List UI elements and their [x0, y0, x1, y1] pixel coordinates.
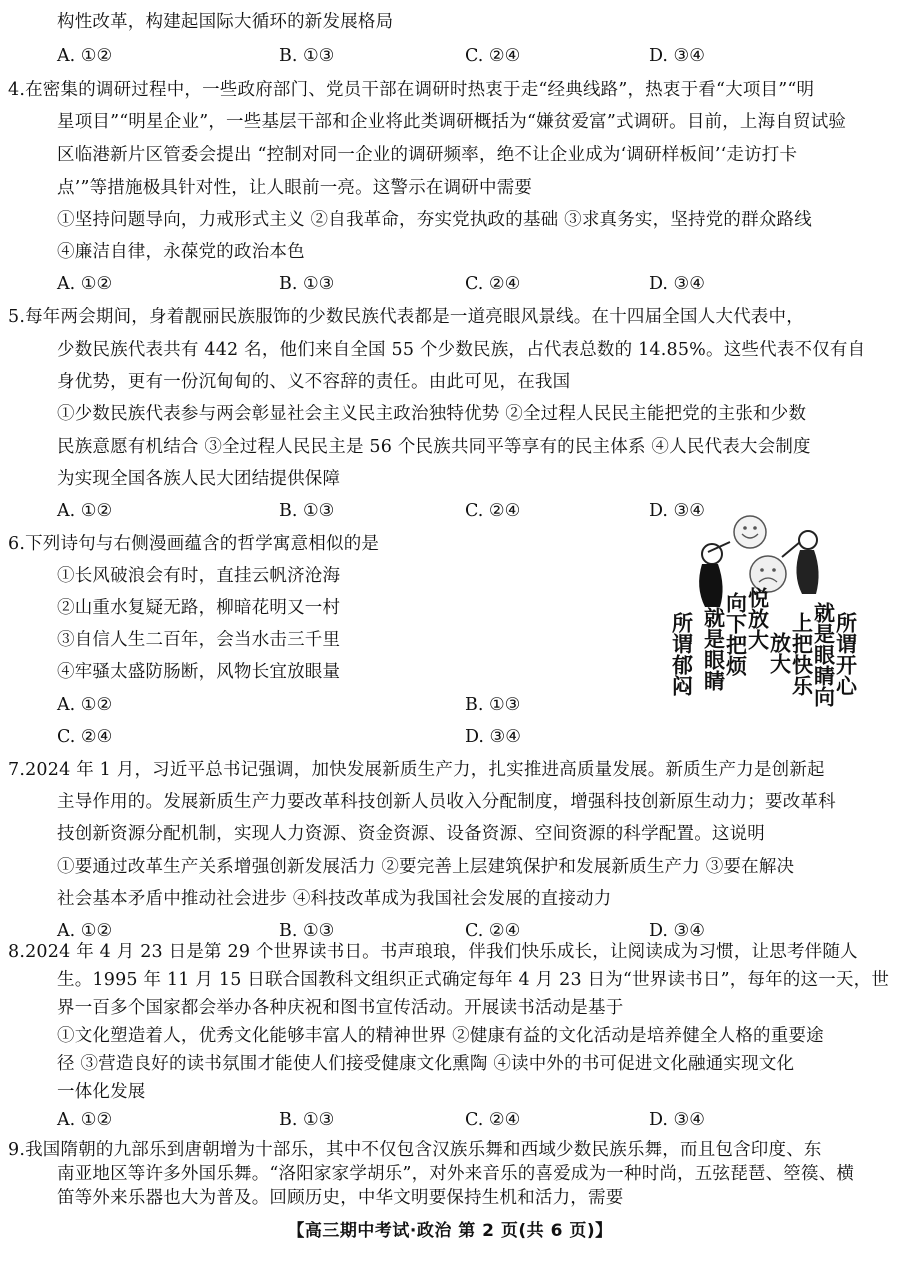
q5-statement-line: ①少数民族代表参与两会彰显社会主义民主政治独特优势 ②全过程人民民主能把党的主张和少数 [57, 404, 807, 424]
q4-stem-line: 星项目”“明星企业”，一些基层干部和企业将此类调研概括为“嫌贫爱富”式调研。目前，上海自贸试验 [57, 112, 847, 132]
q9-stem-line: 笛等外来乐器也大为普及。回顾历史，中华文明要保持生机和活力，需要 [57, 1188, 624, 1208]
q8-stem-line: 生。1995 年 11 月 15 日联合国教科文组织正式确定每年 4 月 23 日为“世界读书日”，每年的这一天，世 [57, 970, 890, 990]
cartoon-text-col: 放大 [767, 632, 793, 674]
q7-stem-line: 主导作用的。发展新质生产力要改革科技创新人员收入分配制度，增强科技创新原生动力；要改革科 [57, 792, 836, 812]
q5-stem-line: 少数民族代表共有 442 名，他们来自全国 55 个少数民族，占代表总数的 14.85%。这些代表不仅有自 [57, 340, 866, 360]
q7-statement-line: 社会基本矛盾中推动社会进步 ④科技改革成为我国社会发展的直接动力 [57, 889, 612, 909]
q4-stem-line: 区临港新片区管委会提出 “控制对同一企业的调研频率，绝不让企业成为‘调研样板间’‘走访打卡 [57, 145, 798, 165]
cartoon-text-col: 所谓郁闷 [669, 612, 695, 696]
q9-stem-line: 南亚地区等许多外国乐舞。“洛阳家家学胡乐”，对外来音乐的喜爱成为一种时尚，五弦琵琶、箜篌、横 [57, 1164, 855, 1184]
q5-statement-line: 民族意愿有机结合 ③全过程人民民主是 56 个民族共同平等享有的民主体系 ④人民代表大会制度 [57, 437, 811, 457]
option-b: B. ①③ [279, 274, 335, 294]
option-b: B. ①③ [279, 501, 335, 521]
option-d: D. ③④ [649, 921, 705, 941]
option-c: C. ②④ [465, 501, 521, 521]
option-a: A. ①② [57, 695, 113, 715]
option-d: D. ③④ [649, 46, 705, 66]
q7-stem-line: 技创新资源分配机制，实现人力资源、资金资源、设备资源、空间资源的科学配置。这说明 [57, 824, 765, 844]
q6-poem-line: ②山重水复疑无路，柳暗花明又一村 [57, 598, 341, 618]
q6-poem-line: ④牢骚太盛防肠断，风物长宜放眼量 [57, 662, 341, 682]
option-c: C. ②④ [465, 921, 521, 941]
cartoon-calligraphy [670, 586, 859, 707]
option-b: B. ①③ [465, 695, 521, 715]
q8-statement-line: 径 ③营造良好的读书氛围才能使人们接受健康文化熏陶 ④读中外的书可促进文化融通实现文化 [57, 1054, 795, 1074]
option-d: D. ③④ [649, 501, 705, 521]
cartoon-text-col: 上把快乐 [789, 612, 815, 696]
option-d: D. ③④ [465, 727, 521, 747]
cartoon-text-col: 悦放大 [745, 587, 771, 650]
cartoon-text-col: 所谓开心 [833, 612, 859, 696]
option-c: C. ②④ [57, 727, 113, 747]
cartoon-text-col: 就是眼睛向 [811, 602, 837, 707]
q4-statement-line: ④廉洁自律，永葆党的政治本色 [57, 242, 305, 262]
q8-statement-line: 一体化发展 [57, 1082, 146, 1102]
q8-options [57, 1108, 817, 1132]
q4-options [57, 272, 817, 296]
q3-text-tail: 构性改革，构建起国际大循环的新发展格局 [57, 12, 394, 32]
option-c: C. ②④ [465, 1110, 521, 1130]
q5-statement-line: 为实现全国各族人民大团结提供保障 [57, 469, 341, 489]
option-a: A. ①② [57, 274, 113, 294]
option-a: A. ①② [57, 921, 113, 941]
option-a: A. ①② [57, 46, 113, 66]
q6-options-row2 [57, 725, 817, 749]
q3-options [57, 44, 817, 68]
q5-stem-line: 身优势，更有一份沉甸甸的、义不容辞的责任。由此可见，在我国 [57, 372, 571, 392]
option-a: A. ①② [57, 501, 113, 521]
q4-stem-line: 点’”等措施极具针对性，让人眼前一亮。这警示在调研中需要 [57, 178, 533, 198]
option-c: C. ②④ [465, 46, 521, 66]
cartoon-illustration [660, 512, 865, 707]
option-a: A. ①② [57, 1110, 113, 1130]
q4-statement-line: ①坚持问题导向，力戒形式主义 ②自我革命，夯实党执政的基础 ③求真务实，坚持党的群众路线 [57, 210, 812, 230]
option-d: D. ③④ [649, 274, 705, 294]
option-b: B. ①③ [279, 1110, 335, 1130]
option-b: B. ①③ [279, 921, 335, 941]
q9-stem-line: 9.我国隋朝的九部乐到唐朝增为十部乐，其中不仅包含汉族乐舞和西域少数民族乐舞，而且包含印度、东 [8, 1140, 822, 1160]
page-footer: 【高三期中考试·政治 第 2 页(共 6 页)】 [287, 1221, 613, 1241]
cartoon-text-col: 向下把烦 [723, 592, 749, 676]
q8-stem-line: 界一百多个国家都会举办各种庆祝和图书宣传活动。开展读书活动是基于 [57, 998, 624, 1018]
q7-statement-line: ①要通过改革生产关系增强创新发展活力 ②要完善上层建筑保护和发展新质生产力 ③要在解决 [57, 857, 795, 877]
q6-poem-line: ③自信人生二百年，会当水击三千里 [57, 630, 341, 650]
option-c: C. ②④ [465, 274, 521, 294]
q5-stem-line: 5.每年两会期间，身着靓丽民族服饰的少数民族代表都是一道亮眼风景线。在十四届全国人大代表中， [8, 307, 804, 327]
q6-stem-line: 6.下列诗句与右侧漫画蕴含的哲学寓意相似的是 [8, 534, 380, 554]
option-d: D. ③④ [649, 1110, 705, 1130]
q7-stem-line: 7.2024 年 1 月，习近平总书记强调，加快发展新质生产力，扎实推进高质量发展。新质生产力是创新起 [8, 760, 825, 780]
cartoon-text-col: 就是眼睛 [701, 607, 727, 691]
q6-poem-line: ①长风破浪会有时，直挂云帆济沧海 [57, 566, 341, 586]
q8-stem-line: 8.2024 年 4 月 23 日是第 29 个世界读书日。书声琅琅，伴我们快乐成长，让阅读成为习惯，让思考伴随人 [8, 942, 858, 962]
q8-statement-line: ①文化塑造着人，优秀文化能够丰富人的精神世界 ②健康有益的文化活动是培养健全人格的重要途 [57, 1026, 824, 1046]
option-b: B. ①③ [279, 46, 335, 66]
q4-stem-line: 4.在密集的调研过程中，一些政府部门、党员干部在调研时热衷于走“经典线路”，热衷于看“大项目”“明 [8, 80, 815, 100]
